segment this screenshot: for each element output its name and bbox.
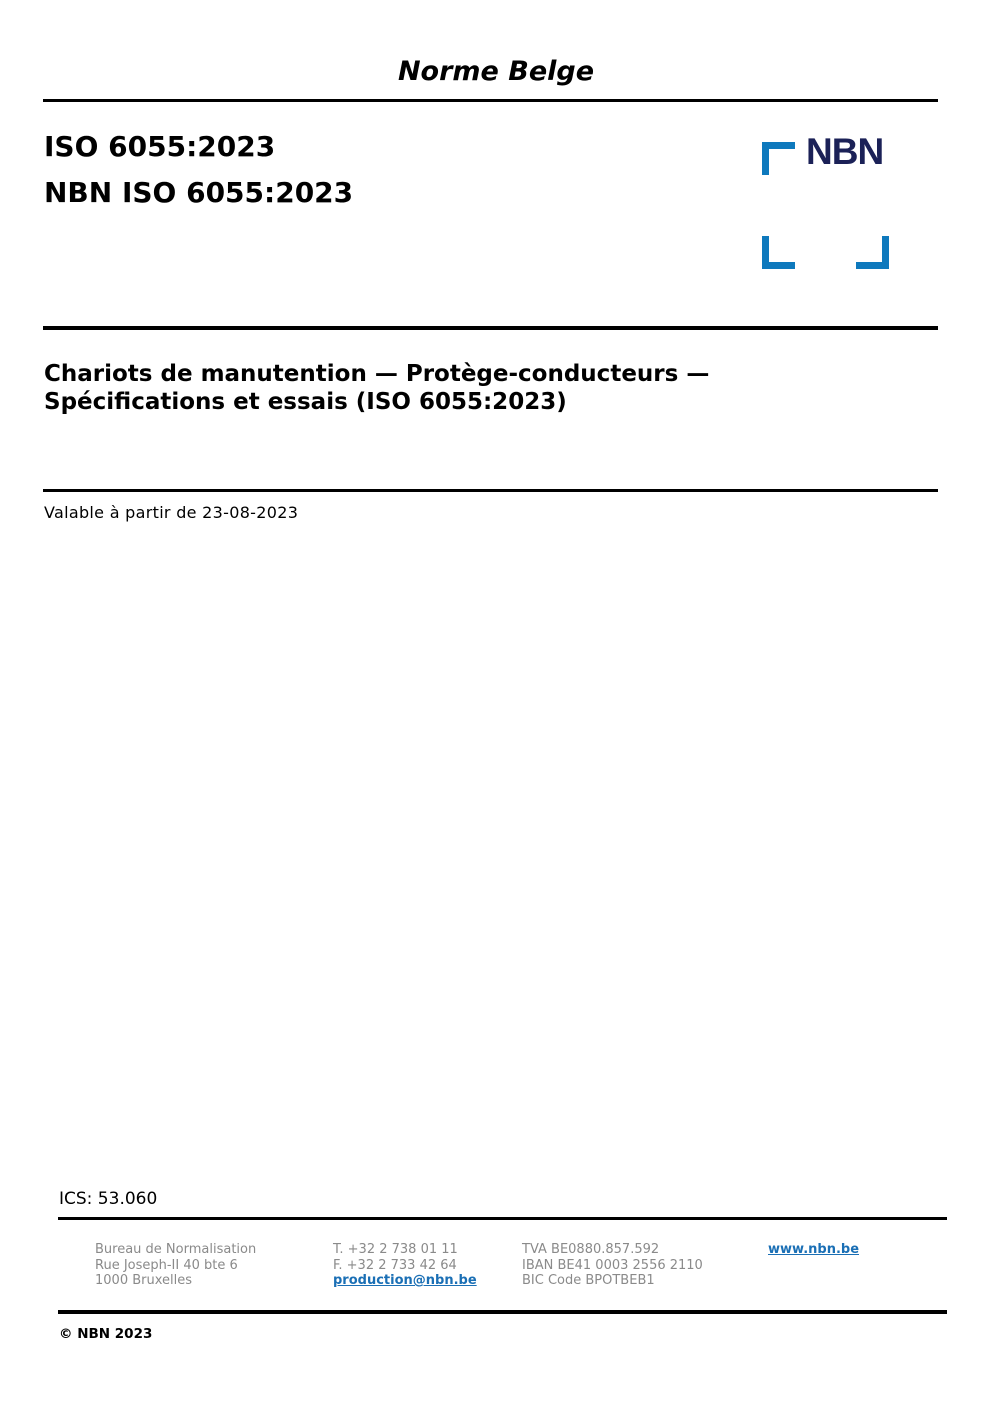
footer-bic: BIC Code BPOTBEB1 bbox=[522, 1273, 655, 1288]
title-section-divider-top bbox=[43, 326, 938, 330]
footer-web bbox=[768, 1242, 859, 1258]
footer-org-name: Bureau de Normalisation bbox=[95, 1242, 257, 1257]
footer-iban: IBAN BE41 0003 2556 2110 bbox=[522, 1257, 703, 1273]
footer-email-link[interactable]: production@nbn.be bbox=[333, 1273, 477, 1288]
standard-ref-nbn: NBN ISO 6055:2023 bbox=[44, 176, 354, 209]
document-title-line2: Spécifications et essais (ISO 6055:2023) bbox=[44, 389, 567, 415]
footer-fax: F. +32 2 733 42 64 bbox=[333, 1257, 457, 1273]
copyright-notice: © NBN 2023 bbox=[59, 1326, 153, 1342]
header-divider bbox=[43, 99, 938, 102]
standard-ref-iso: ISO 6055:2023 bbox=[44, 130, 276, 163]
logo-corner-bottom-left-icon bbox=[762, 236, 795, 269]
footer-website-link[interactable]: www.nbn.be bbox=[768, 1242, 860, 1257]
document-title-line1: Chariots de manutention — Protège-conducteurs — bbox=[44, 361, 710, 387]
ics-code: ICS: 53.060 bbox=[59, 1189, 158, 1209]
footer-divider-bottom bbox=[58, 1310, 947, 1314]
footer-street: Rue Joseph-II 40 bte 6 bbox=[95, 1257, 238, 1273]
logo-corner-bottom-right-icon bbox=[856, 236, 889, 269]
footer-divider-top bbox=[58, 1217, 947, 1220]
page-title: Norme Belge bbox=[397, 56, 595, 87]
nbn-logo bbox=[762, 131, 887, 265]
document-title bbox=[44, 360, 824, 416]
title-section-divider-bottom bbox=[43, 489, 938, 492]
validity-date: Valable à partir de 23-08-2023 bbox=[44, 503, 299, 522]
footer-fiscal bbox=[522, 1242, 703, 1289]
footer-vat: TVA BE0880.857.592 bbox=[522, 1242, 660, 1257]
footer-address bbox=[95, 1242, 256, 1289]
logo-corner-top-left-icon bbox=[762, 142, 795, 175]
logo-text: NBN bbox=[806, 131, 884, 172]
footer-tel: T. +32 2 738 01 11 bbox=[333, 1242, 458, 1257]
footer-city: 1000 Bruxelles bbox=[95, 1273, 193, 1288]
footer-contact bbox=[333, 1242, 477, 1289]
